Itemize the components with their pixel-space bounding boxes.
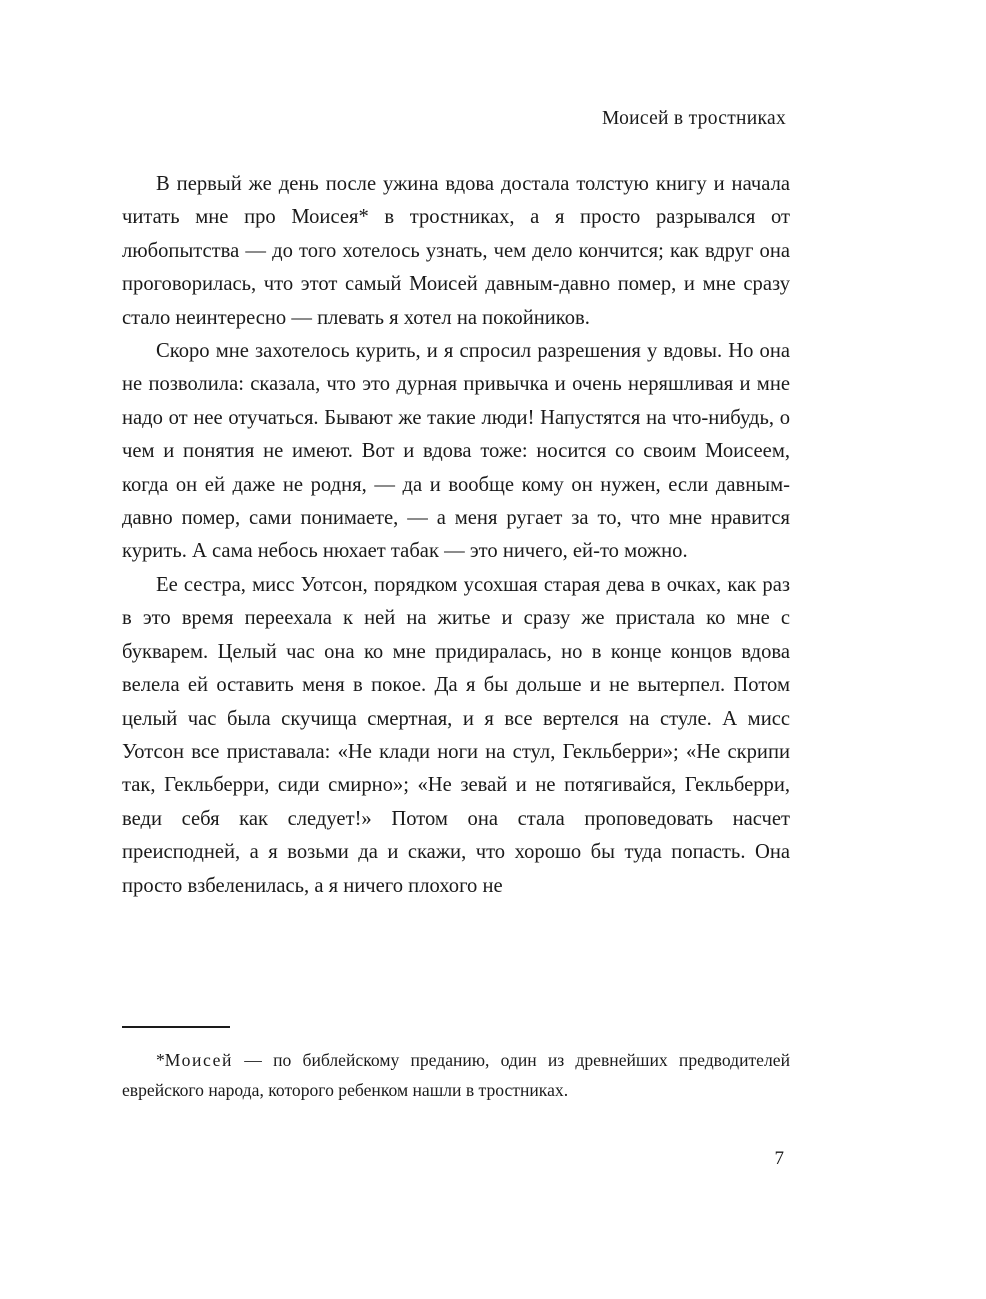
page-number: 7 xyxy=(774,1148,784,1169)
paragraph: Скоро мне захотелось курить, и я спросил разрешения у вдовы. Но она не позволила: сказала, что это дурная привычка и очень неряшливая и мне надо от нее отучаться. Бывают же такие люди! Напустятся на что-нибудь, о чем и понятия не имеют. Вот и вдова тоже: носится со своим Моисеем, когда он ей даже не родня, — да и вообще кому он нужен, если давным-давно помер, сами понимаете, — а меня ругает за то, что мне нравится курить. А сама небось нюхает табак — это ничего, ей-то можно. xyxy=(122,340,790,563)
running-head: Моисей в тростниках xyxy=(601,108,786,129)
body-text xyxy=(122,168,790,903)
footnote-body: — по библейскому преданию, один из древнейших предводителей еврейского народа, которого ребенком нашли в тростниках. xyxy=(122,1050,790,1100)
footnote-marker: * xyxy=(156,1050,165,1070)
footnote-text xyxy=(122,1046,790,1105)
footnote-term: Моисей xyxy=(164,1050,234,1070)
paragraph: В первый же день после ужина вдова достала толстую книгу и начала читать мне про Моисея* в тростниках, а я просто разрывался от любопытства — до того хотелось узнать, чем дело кончится; как вдруг она проговорилась, что этот самый Моисей давным-давно помер, и мне сразу стало неинтересно — плевать я хотел на покойников. xyxy=(122,173,790,329)
footnote-divider xyxy=(122,1026,230,1028)
paragraph: Ее сестра, мисс Уотсон, порядком усохшая старая дева в очках, как раз в это время переехала к ней на житье и сразу же пристала ко мне с букварем. Целый час она ко мне придиралась, но в конце концов вдова велела ей оставить меня в покое. Да я бы дольше и не вытерпел. Потом целый час была скучища смертная, и я все вертелся на стуле. А мисс Уотсон все приставала: «Не клади ноги на стул, Гекльберри»; «Не скрипи так, Гекльберри, сиди смирно»; «Не зевай и не потягивайся, Гекльберри, веди себя как следует!» Потом она стала проповедовать насчет преисподней, а я возьми да и скажи, что хорошо бы туда попасть. Она просто взбеленилась, а я ничего плохого не xyxy=(122,573,790,897)
footnote-block xyxy=(122,1026,790,1105)
